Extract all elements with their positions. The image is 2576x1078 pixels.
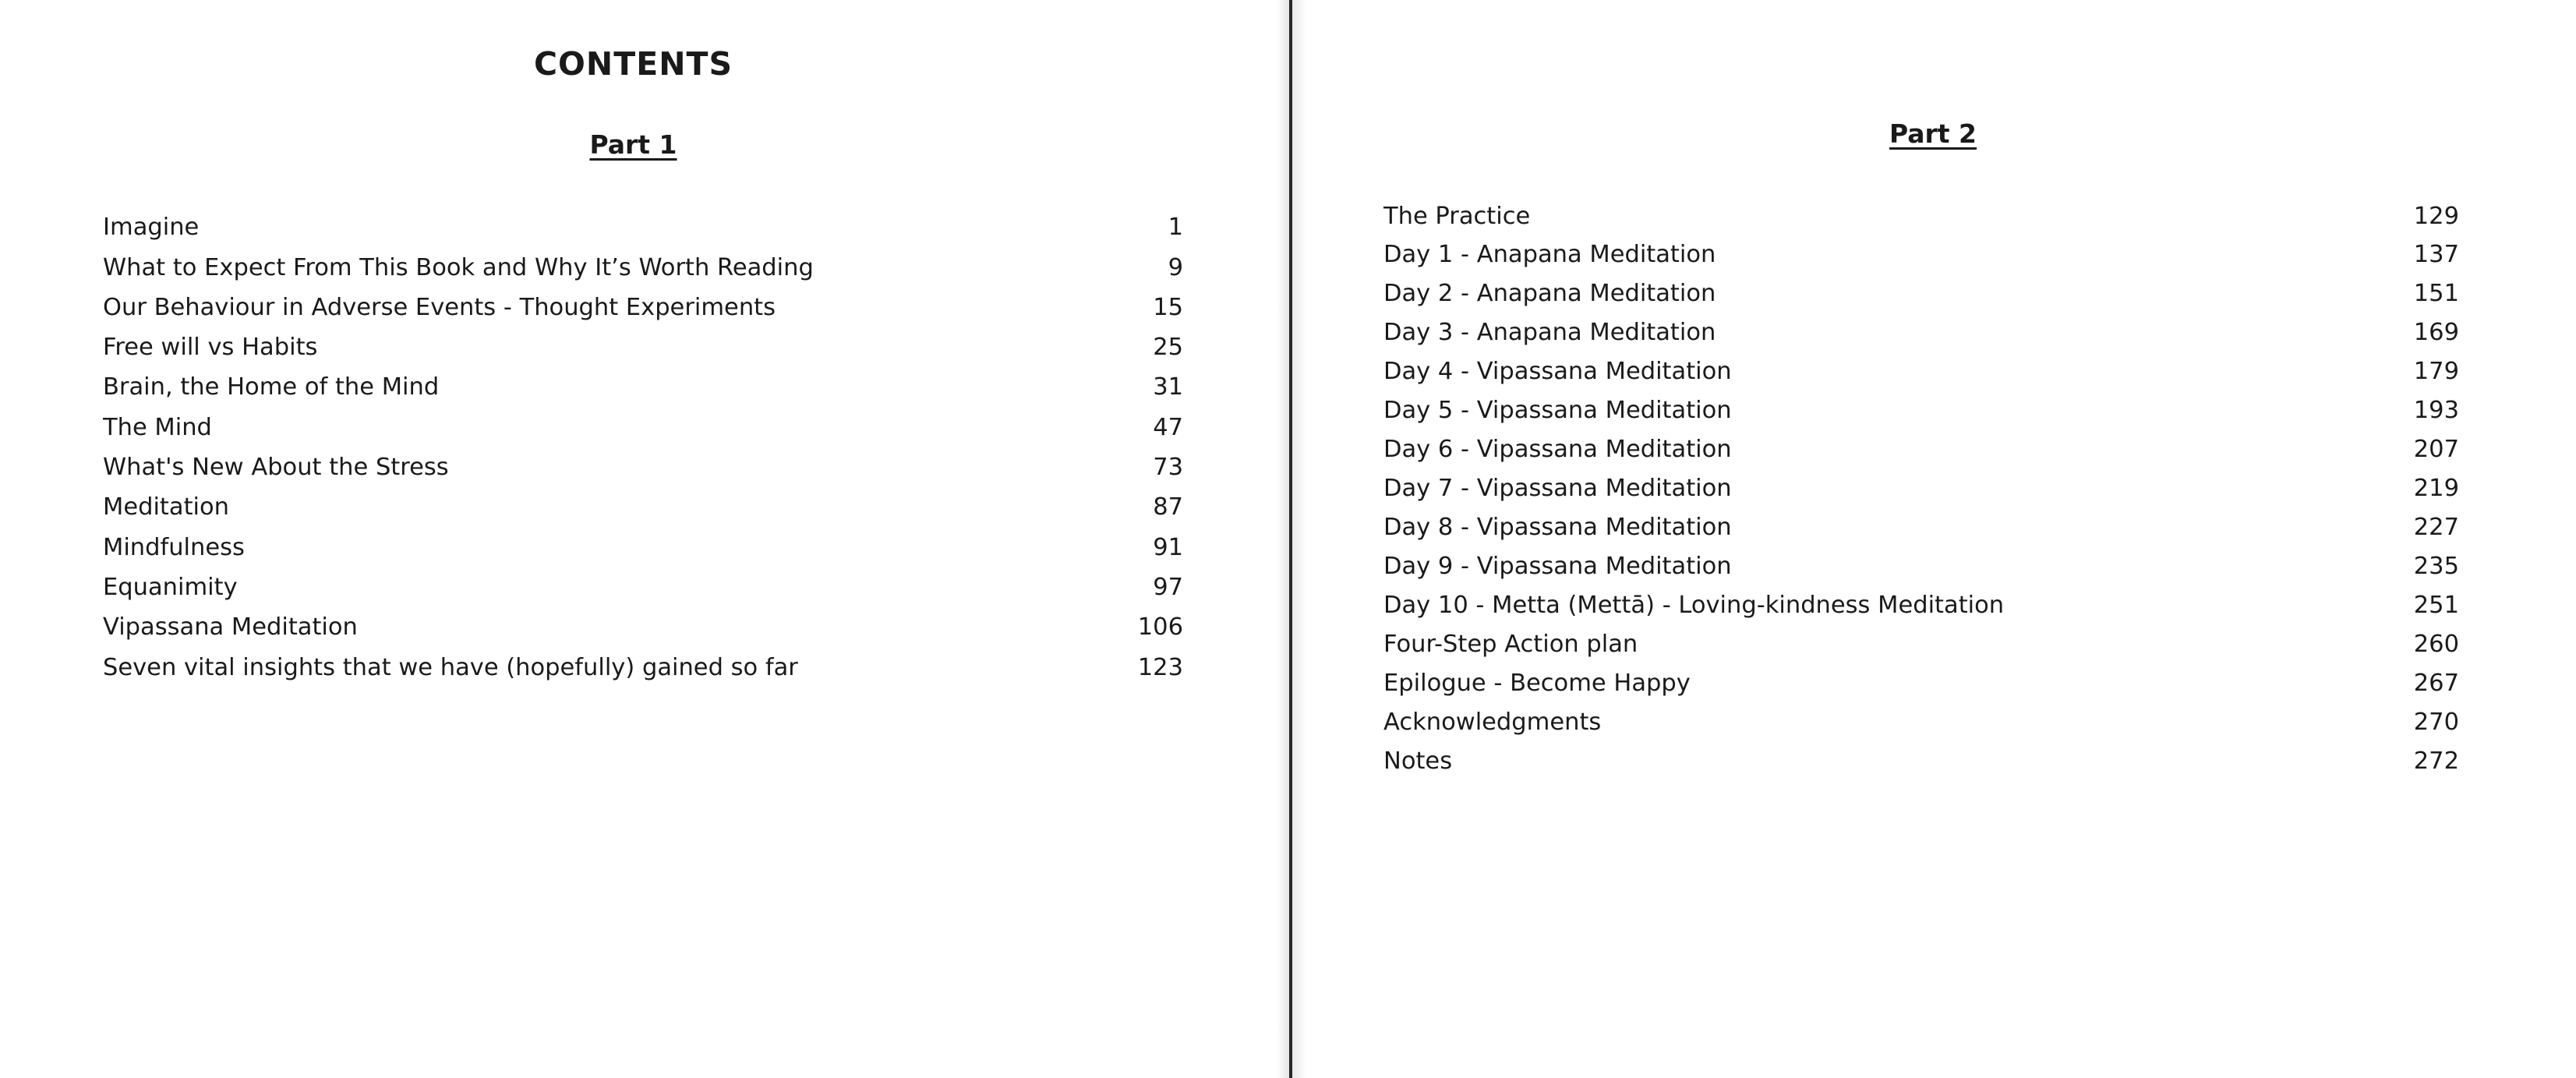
toc-entry[interactable] bbox=[1383, 509, 2459, 548]
toc-entry-title: Day 7 - Vipassana Meditation bbox=[1383, 476, 1732, 502]
toc-entry[interactable] bbox=[1383, 664, 2459, 703]
toc-entry[interactable] bbox=[1383, 625, 2459, 664]
toc-entry[interactable] bbox=[103, 488, 1183, 528]
toc-entry[interactable] bbox=[103, 648, 1183, 687]
toc-entry[interactable] bbox=[1383, 353, 2459, 392]
toc-entry-page: 25 bbox=[1153, 334, 1183, 362]
page-title: CONTENTS bbox=[533, 45, 733, 83]
toc-entry-title: Day 4 - Vipassana Meditation bbox=[1383, 359, 1732, 386]
toc-entry-page: 15 bbox=[1153, 293, 1183, 321]
toc-entry-title: Epilogue - Become Happy bbox=[1383, 670, 1691, 697]
toc-entry-title: Day 3 - Anapana Meditation bbox=[1383, 320, 1716, 347]
right-page bbox=[1290, 0, 2576, 1078]
toc-entry-title: Day 8 - Vipassana Meditation bbox=[1383, 515, 1732, 541]
toc-entry-title: Acknowledgments bbox=[1383, 709, 1602, 736]
toc-entry-page: 73 bbox=[1153, 454, 1183, 482]
toc-entry[interactable] bbox=[1383, 586, 2459, 625]
toc-entry-page: 91 bbox=[1153, 533, 1183, 561]
toc-list-part-1 bbox=[103, 208, 1183, 688]
toc-entry-page: 219 bbox=[2413, 475, 2459, 503]
toc-entry-title: Day 6 - Vipassana Meditation bbox=[1383, 437, 1732, 464]
toc-entry-title: Day 10 - Metta (Mettā) - Loving-kindness Meditation bbox=[1383, 592, 2005, 619]
toc-entry-page: 151 bbox=[2413, 280, 2459, 308]
toc-entry-page: 31 bbox=[1153, 373, 1183, 401]
toc-entry-title: Equanimity bbox=[103, 575, 238, 601]
toc-entry-title: Day 1 - Anapana Meditation bbox=[1383, 242, 1716, 269]
toc-entry-page: 260 bbox=[2413, 630, 2459, 658]
toc-entry[interactable] bbox=[1383, 470, 2459, 509]
toc-entry-title: Seven vital insights that we have (hopefully) gained so far bbox=[103, 655, 798, 681]
toc-entry-page: 270 bbox=[2413, 708, 2459, 736]
toc-list-part-2 bbox=[1383, 197, 2459, 781]
toc-entry-title: What's New About the Stress bbox=[103, 455, 449, 481]
toc-entry[interactable] bbox=[103, 208, 1183, 248]
toc-entry[interactable] bbox=[103, 528, 1183, 568]
toc-entry-page: 193 bbox=[2413, 397, 2459, 425]
toc-entry[interactable] bbox=[1383, 742, 2459, 781]
toc-entry-title: Day 2 - Anapana Meditation bbox=[1383, 281, 1716, 308]
toc-entry-page: 106 bbox=[1137, 613, 1183, 641]
toc-entry-title: Free will vs Habits bbox=[103, 335, 318, 362]
toc-entry-title: The Practice bbox=[1383, 203, 1531, 230]
toc-entry-page: 87 bbox=[1153, 493, 1183, 521]
toc-entry[interactable] bbox=[1383, 314, 2459, 353]
toc-entry-page: 123 bbox=[1137, 653, 1183, 681]
toc-entry-page: 179 bbox=[2413, 358, 2459, 386]
toc-entry-page: 97 bbox=[1153, 574, 1183, 601]
toc-entry[interactable] bbox=[1383, 236, 2459, 275]
toc-entry-page: 1 bbox=[1168, 214, 1183, 242]
toc-entry-title: Day 5 - Vipassana Meditation bbox=[1383, 398, 1732, 425]
toc-entry[interactable] bbox=[103, 408, 1183, 448]
toc-entry[interactable] bbox=[103, 448, 1183, 488]
toc-entry[interactable] bbox=[103, 248, 1183, 288]
toc-entry-page: 169 bbox=[2413, 319, 2459, 347]
toc-entry-page: 47 bbox=[1153, 413, 1183, 441]
toc-entry-page: 227 bbox=[2413, 514, 2459, 541]
part-2-heading: Part 2 bbox=[1889, 118, 1977, 149]
toc-entry[interactable] bbox=[1383, 547, 2459, 586]
toc-entry-title: The Mind bbox=[103, 415, 212, 441]
toc-entry[interactable] bbox=[1383, 431, 2459, 470]
part-1-heading: Part 1 bbox=[589, 129, 677, 160]
toc-entry-page: 235 bbox=[2413, 552, 2459, 580]
toc-entry-page: 137 bbox=[2413, 241, 2459, 269]
toc-entry-title: Four-Step Action plan bbox=[1383, 631, 1638, 658]
toc-entry-page: 251 bbox=[2413, 591, 2459, 619]
toc-entry[interactable] bbox=[1383, 392, 2459, 431]
toc-entry-page: 267 bbox=[2413, 669, 2459, 697]
toc-entry[interactable] bbox=[1383, 703, 2459, 742]
toc-entry[interactable] bbox=[1383, 275, 2459, 314]
toc-entry[interactable] bbox=[1383, 197, 2459, 236]
toc-entry[interactable] bbox=[103, 368, 1183, 408]
toc-entry[interactable] bbox=[103, 608, 1183, 648]
toc-entry[interactable] bbox=[103, 328, 1183, 368]
toc-entry-title: Brain, the Home of the Mind bbox=[103, 375, 440, 401]
toc-entry-title: Imagine bbox=[103, 215, 200, 242]
toc-entry-title: Notes bbox=[1383, 748, 1453, 775]
toc-entry-page: 207 bbox=[2413, 436, 2459, 464]
toc-entry-title: Day 9 - Vipassana Meditation bbox=[1383, 553, 1732, 580]
toc-entry[interactable] bbox=[103, 288, 1183, 328]
toc-entry-title: What to Expect From This Book and Why It’s Worth Reading bbox=[103, 255, 814, 281]
toc-entry[interactable] bbox=[103, 568, 1183, 608]
toc-entry-title: Mindfulness bbox=[103, 535, 245, 561]
toc-entry-title: Our Behaviour in Adverse Events - Thought Experiments bbox=[103, 295, 776, 321]
toc-entry-page: 129 bbox=[2413, 202, 2459, 230]
toc-entry-page: 272 bbox=[2413, 747, 2459, 775]
toc-entry-title: Vipassana Meditation bbox=[103, 615, 358, 641]
toc-entry-page: 9 bbox=[1168, 253, 1183, 281]
toc-entry-title: Meditation bbox=[103, 495, 229, 521]
